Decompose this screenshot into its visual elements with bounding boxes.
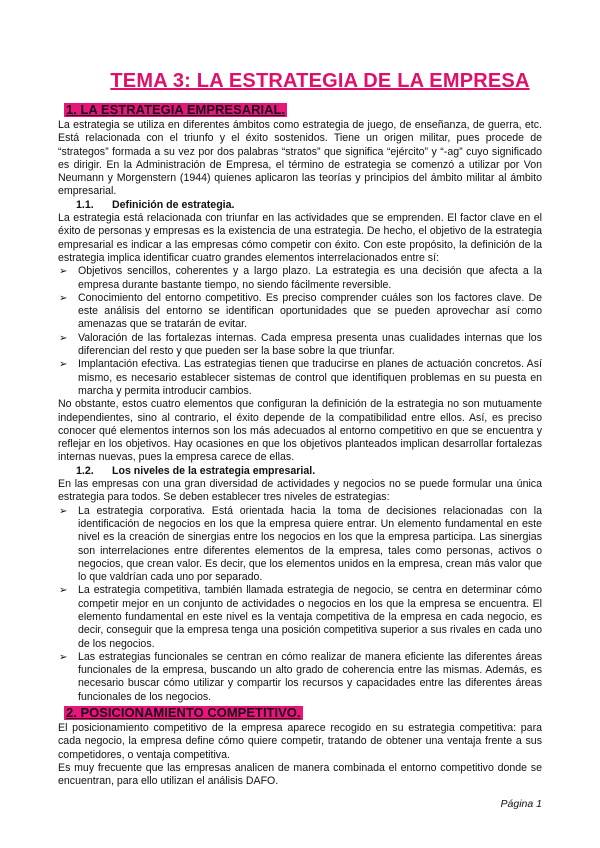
- subsection-title: Definición de estrategia.: [112, 198, 235, 211]
- arrow-bullet-icon: ➢: [59, 651, 68, 663]
- arrow-bullet-icon: ➢: [59, 359, 68, 371]
- arrow-bullet-icon: ➢: [59, 505, 68, 517]
- subsection-heading-1-2: [76, 465, 542, 478]
- arrow-bullet-icon: ➢: [59, 292, 68, 304]
- section-1: [58, 101, 542, 704]
- list-item: ➢ Objetivos sencillos, coherentes y a largo plazo. La estrategia es una decisión que afecta a la empresa durante bastante tiempo, no siendo fácilmente reversible.: [59, 265, 542, 291]
- subsection-1-2-text: En las empresas con una gran diversidad de actividades y negocios no se puede formular una única estrategia para todos. Se deben establecer tres niveles de estrategias:: [58, 478, 542, 504]
- bullet-list-1-1: [58, 265, 542, 398]
- subsection-number: 1.2.: [76, 464, 94, 477]
- list-item: ➢ Las estrategias funcionales se centran en cómo realizar de manera eficiente las diferentes áreas funcionales de la empresa, buscando un alto grado de coherencia entre las mismas. Además, es necesario buscar cómo utilizar y compartir los recursos y capacidades entre las diferentes áreas funcionales de los negocios.: [59, 650, 542, 703]
- section-heading-2: 2. POSICIONAMIENTO COMPETITIVO.: [66, 705, 301, 721]
- bullet-list-1-2: [58, 505, 542, 704]
- list-item: ➢ Conocimiento del entorno competitivo. Es preciso comprender cuáles son los factores clave. De este análisis del entorno se identifican oportunidades que se pueden aprovechar así como amenazas que se tratarán de evitar.: [59, 291, 542, 331]
- section-2: [58, 704, 542, 788]
- arrow-bullet-icon: ➢: [59, 332, 68, 344]
- section-heading-1: 1. LA ESTRATEGIA EMPRESARIAL.: [66, 102, 286, 117]
- page-title: TEMA 3: LA ESTRATEGIA DE LA EMPRESA: [110, 70, 530, 92]
- subsection-title: Los niveles de la estrategia empresarial.: [112, 464, 316, 477]
- subsection-heading-1-1: [76, 199, 542, 212]
- list-item: ➢ Valoración de las fortalezas internas. Cada empresa presenta unas cualidades internas que los diferencian del resto y que pueden ser la base sobre la que triunfar.: [59, 331, 542, 358]
- section-2-paragraph: El posicionamiento competitivo de la empresa aparece recogido en su estrategia competitiva: para cada negocio, la empresa define cómo quiere competir, tratando de obtener una ventaja frente a sus competidores, o ventaja competitiva.: [58, 722, 542, 761]
- subsection-1-1-text: La estrategia está relacionada con triunfar en las actividades que se emprenden. El factor clave en el éxito de personas y empresas es la existencia de una estrategia. De hecho, el objetivo de la estrategia empresarial es indicar a las empresas cómo competir con éxito. Con este propósito, la definición de la estrategia implica identificar cuatro grandes elementos interrelacionados entre sí:: [58, 212, 542, 264]
- list-item: ➢ La estrategia competitiva, también llamada estrategia de negocio, se centra en determinar cómo competir mejor en un conjunto de actividades o negocios en los que la empresa se encuentra. El elemento fundamental en este nivel es la ventaja competitiva de la empresa en cada negocio, es decir, conseguir que la empresa tenga una posición competitiva superior a sus rivales en cada uno de los negocios.: [59, 584, 542, 650]
- subsection-number: 1.1.: [76, 198, 94, 211]
- section-2-paragraph: Es muy frecuente que las empresas analicen de manera combinada el entorno competitivo donde se encuentran, para ello utilizan el análisis DAFO.: [58, 761, 542, 788]
- list-item: ➢ La estrategia corporativa. Está orientada hacia la toma de decisiones relacionadas con la identificación de negocios en los que la empresa quiere entrar. Un elemento fundamental en este nivel es la creación de sinergias entre los negocios en los que la empresa participa. Las sinergias son interrelaciones entre diferentes elementos de la empresa, tales como personas, activos o negocios, que crean valor. Es decir, que los elementos unidos en la empresa, crean más valor que lo que valdrían cada uno por separado.: [59, 504, 542, 584]
- document-page: [58, 70, 542, 789]
- page-number: Página 1: [500, 798, 542, 810]
- list-item: ➢ Implantación efectiva. Las estrategias tienen que traducirse en planes de actuación concretos. Así mismo, es necesario establecer sistemas de control que identifiquen problemas en su puesta en marcha y permita introducir cambios.: [59, 358, 542, 397]
- arrow-bullet-icon: ➢: [59, 585, 68, 597]
- subsection-1-1-closing: No obstante, estos cuatro elementos que configuran la definición de la estrategia no son mutuamente independientes, sino al contrario, el éxito depende de la compatibilidad entre ellos. Así, es preciso conocer qué elementos internos son los más adecuados al entorno competitivo en que se encuentra y reflejar en los objetivos. Hay ocasiones en que los objetivos planteados implican desarrollar fortalezas internas nuevas, pues la empresa carece de ellas.: [58, 398, 542, 464]
- section-1-intro: La estrategia se utiliza en diferentes ámbitos como estrategia de juego, de enseñanza, de guerra, etc. Está relacionada con el triunfo y el éxito sostenidos. Tiene un origen militar, pues procede de “strategos” formada a su vez por dos palabras “stratos” que significa “ejército” y “-ag” cuyo significado es dirigir. En la Administración de Empresa, el término de estrategia se comenzó a utilizar por Von Neumann y Morgenstern (1944) quienes aplicaron las teorías y principios del ámbito militar al ámbito empresarial.: [58, 119, 542, 198]
- arrow-bullet-icon: ➢: [59, 266, 68, 278]
